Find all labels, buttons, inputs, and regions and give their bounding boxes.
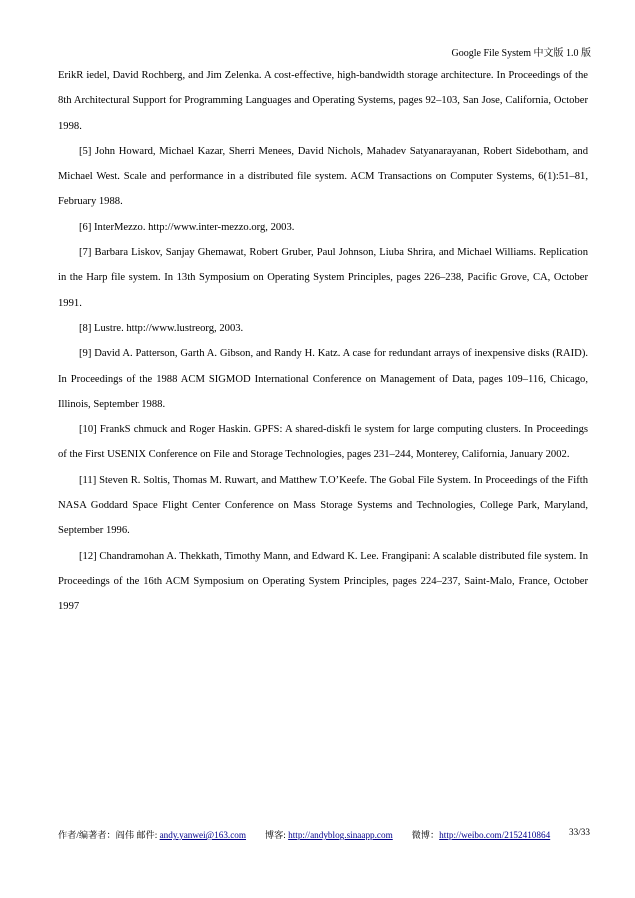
author-label: 作者/编著者：阎伟 邮件: <box>58 830 160 840</box>
weibo-link[interactable]: http://weibo.com/2152410864 <box>439 830 551 840</box>
reference-entry: [5] John Howard, Michael Kazar, Sherri Menees, David Nichols, Mahadev Satyanarayanan, Robert Sidebotham, and Michael West. Scale and performance in a distributed file system. ACM Transactions on Computer Systems, 6(1):51–81, February 1988. <box>58 145 588 208</box>
reference-entry: [9] David A. Patterson, Garth A. Gibson, and Randy H. Katz. A case for redundant arrays of inexpensive disks (RAID). In Proceedings of the 1988 ACM SIGMOD International Conference on Management of Data, pages 109–116, Chicago, Illinois, September 1988. <box>58 348 588 410</box>
reference-entry: [11] Steven R. Soltis, Thomas M. Ruwart, and Matthew T.O’Keefe. The Gobal File System. In Proceedings of the Fifth NASA Goddard Space Flight Center Conference on Mass Storage Systems and Technologies, College Park, Maryland, September 1996. <box>58 474 588 537</box>
page-footer <box>58 827 590 841</box>
reference-entry: [10] FrankS chmuck and Roger Haskin. GPFS: A shared-diskfi le system for large computing clusters. In Proceedings of the First USENIX Conference on File and Storage Technologies, pages 231–244, Monterey, California, January 2002. <box>58 424 588 461</box>
blog-link[interactable]: http://andyblog.sinaapp.com <box>288 830 393 840</box>
page-number: 33/33 <box>569 827 590 837</box>
blog-info <box>265 827 393 841</box>
reference-entry: [12] Chandramohan A. Thekkath, Timothy Mann, and Edward K. Lee. Frangipani: A scalable distributed file system. In Proceedings of the 16th ACM Symposium on Operating System Principles, pages 224–237, Saint-Malo, France, October 1997 <box>58 550 588 613</box>
author-info <box>58 827 246 841</box>
running-header: Google File System 中文版 1.0 版 <box>451 48 591 59</box>
weibo-label: 微博： <box>411 830 440 840</box>
reference-entry: ErikR iedel, David Rochberg, and Jim Zelenka. A cost-effective, high-bandwidth storage architecture. In Proceedings of the 8th Architectural Support for Programming Languages and Operating Systems, pages 92–103, San Jose, California, October 1998. <box>58 70 588 132</box>
reference-entry: [6] InterMezzo. http://www.inter-mezzo.org, 2003. <box>79 221 295 233</box>
weibo-info <box>412 827 551 841</box>
blog-label: 博客: <box>264 830 289 840</box>
email-link[interactable]: andy.yanwei@163.com <box>159 830 247 840</box>
reference-entry: [8] Lustre. http://www.lustreorg, 2003. <box>79 322 244 334</box>
reference-list <box>58 63 588 620</box>
reference-entry: [7] Barbara Liskov, Sanjay Ghemawat, Robert Gruber, Paul Johnson, Liuba Shrira, and Michael Williams. Replication in the Harp file system. In 13th Symposium on Operating System Principles, pages 226–238, Pacific Grove, CA, October 1991. <box>58 247 588 309</box>
